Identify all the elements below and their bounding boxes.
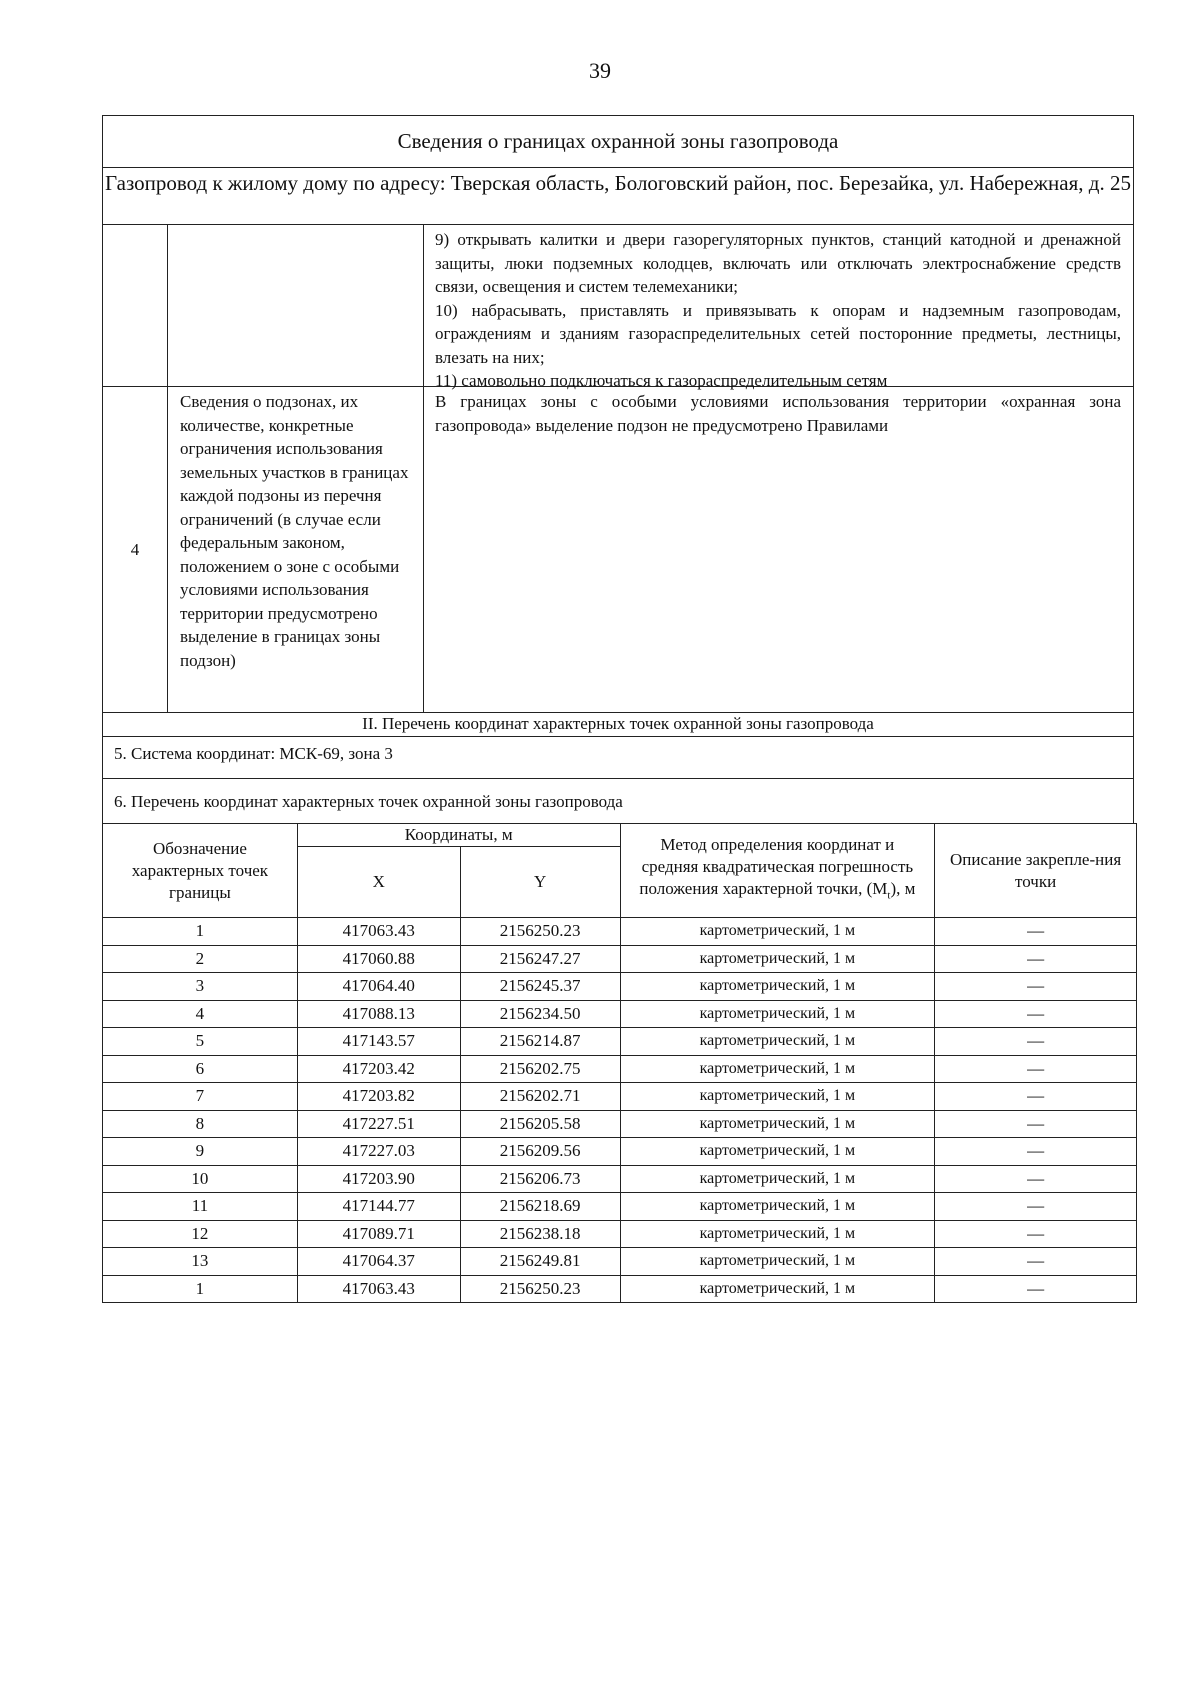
- table-row: [103, 1110, 1137, 1138]
- point-cell: 1: [103, 918, 298, 946]
- method-cell: картометрический, 1 м: [620, 973, 935, 1001]
- description-cell: —: [935, 1083, 1137, 1111]
- description-cell: —: [935, 1165, 1137, 1193]
- y-cell: 2156202.71: [460, 1083, 620, 1111]
- x-cell: 417060.88: [297, 945, 460, 973]
- coordinates-body: [103, 918, 1137, 1303]
- x-cell: 417063.43: [297, 918, 460, 946]
- table-row: [103, 1220, 1137, 1248]
- description-cell: —: [935, 1055, 1137, 1083]
- y-cell: 2156209.56: [460, 1138, 620, 1166]
- x-cell: 417203.42: [297, 1055, 460, 1083]
- description-cell: —: [935, 918, 1137, 946]
- restriction-item: 10) набрасывать, приставлять и привязывать к опорам и надземным газопроводам, ограждениям и зданиям газораспределительных сетей посторонние предметы, лестницы, влезать на них;: [435, 300, 1121, 367]
- point-cell: 12: [103, 1220, 298, 1248]
- x-cell: 417143.57: [297, 1028, 460, 1056]
- header-x: X: [297, 847, 460, 918]
- method-cell: картометрический, 1 м: [620, 945, 935, 973]
- table-row: [103, 1275, 1137, 1303]
- method-cell: картометрический, 1 м: [620, 1138, 935, 1166]
- x-cell: 417064.37: [297, 1248, 460, 1276]
- point-cell: 9: [103, 1138, 298, 1166]
- document-title: Сведения о границах охранной зоны газопровода: [103, 116, 1133, 168]
- header-method-sub: t: [887, 889, 891, 902]
- table-row: [103, 973, 1137, 1001]
- subzones-row-label: Сведения о подзонах, их количестве, конкретные ограничения использования земельных участков в границах каждой подзоны из перечня ограничений (в случае если федеральным законом, положением о зоне с особыми условиями использования территории предусмотрено выделение в границах зоны подзон): [168, 387, 424, 712]
- x-cell: 417063.43: [297, 1275, 460, 1303]
- y-cell: 2156250.23: [460, 918, 620, 946]
- y-cell: 2156234.50: [460, 1000, 620, 1028]
- x-cell: 417227.51: [297, 1110, 460, 1138]
- description-cell: —: [935, 1275, 1137, 1303]
- table-row: [103, 1138, 1137, 1166]
- y-cell: 2156206.73: [460, 1165, 620, 1193]
- description-cell: —: [935, 1220, 1137, 1248]
- header-method-tail: ), м: [890, 879, 916, 899]
- method-cell: картометрический, 1 м: [620, 1248, 935, 1276]
- y-cell: 2156214.87: [460, 1028, 620, 1056]
- point-cell: 5: [103, 1028, 298, 1056]
- table-row: [103, 1000, 1137, 1028]
- table-row: [103, 1028, 1137, 1056]
- y-cell: 2156245.37: [460, 973, 620, 1001]
- object-name: Газопровод к жилому дому по адресу: Тверская область, Бологовский район, пос. Березайка, ул. Набережная, д. 25: [103, 168, 1133, 225]
- method-cell: картометрический, 1 м: [620, 1055, 935, 1083]
- x-cell: 417064.40: [297, 973, 460, 1001]
- x-cell: 417144.77: [297, 1193, 460, 1221]
- header-y: Y: [460, 847, 620, 918]
- y-cell: 2156249.81: [460, 1248, 620, 1276]
- table-row: [103, 1193, 1137, 1221]
- point-cell: 1: [103, 1275, 298, 1303]
- restrictions-list: [424, 225, 1133, 390]
- restrictions-row-label: [168, 225, 424, 386]
- header-method-text: Метод определения координат и средняя квадратическая погрешность положения характерной точки, (M: [639, 835, 914, 899]
- restriction-item: 9) открывать калитки и двери газорегуляторных пунктов, станций катодной и дренажной защиты, люки подземных колодцев, включать или отключать электроснабжение средств связи, освещения и систем телемеханики;: [435, 230, 1121, 296]
- x-cell: 417088.13: [297, 1000, 460, 1028]
- method-cell: картометрический, 1 м: [620, 1220, 935, 1248]
- description-cell: —: [935, 1110, 1137, 1138]
- y-cell: 2156238.18: [460, 1220, 620, 1248]
- method-cell: картометрический, 1 м: [620, 918, 935, 946]
- restrictions-row-number: [103, 225, 168, 386]
- method-cell: картометрический, 1 м: [620, 1275, 935, 1303]
- point-cell: 6: [103, 1055, 298, 1083]
- restriction-item: 11) самовольно подключаться к газораспределительным сетям: [435, 371, 888, 390]
- header-coordinates: Координаты, м: [297, 824, 620, 847]
- x-cell: 417089.71: [297, 1220, 460, 1248]
- point-cell: 4: [103, 1000, 298, 1028]
- point-cell: 11: [103, 1193, 298, 1221]
- description-cell: —: [935, 1000, 1137, 1028]
- subzones-row: [103, 387, 1133, 713]
- point-cell: 2: [103, 945, 298, 973]
- table-row: [103, 945, 1137, 973]
- table-row: [103, 918, 1137, 946]
- x-cell: 417203.82: [297, 1083, 460, 1111]
- subzones-row-number: 4: [103, 387, 168, 712]
- description-cell: —: [935, 973, 1137, 1001]
- y-cell: 2156205.58: [460, 1110, 620, 1138]
- header-point: Обозначение характерных точек границы: [103, 824, 298, 918]
- coordinates-table: [102, 823, 1137, 1303]
- section-title: II. Перечень координат характерных точек охранной зоны газопровода: [103, 713, 1133, 737]
- restrictions-row: [103, 225, 1133, 390]
- table-row: [103, 1248, 1137, 1276]
- description-cell: —: [935, 1248, 1137, 1276]
- method-cell: картометрический, 1 м: [620, 1165, 935, 1193]
- method-cell: картометрический, 1 м: [620, 1193, 935, 1221]
- coordinate-system: 5. Система координат: МСК-69, зона 3: [103, 737, 1133, 779]
- coordinate-list-title: 6. Перечень координат характерных точек охранной зоны газопровода: [114, 792, 623, 811]
- zone-info-table: [102, 115, 1134, 824]
- x-cell: 417227.03: [297, 1138, 460, 1166]
- method-cell: картометрический, 1 м: [620, 1000, 935, 1028]
- description-cell: —: [935, 945, 1137, 973]
- header-method: [620, 824, 935, 918]
- x-cell: 417203.90: [297, 1165, 460, 1193]
- page-number: 39: [589, 58, 611, 83]
- header-description: Описание закрепле-ния точки: [935, 824, 1137, 918]
- method-cell: картометрический, 1 м: [620, 1028, 935, 1056]
- description-cell: —: [935, 1193, 1137, 1221]
- subzones-row-value: В границах зоны с особыми условиями использования территории «охранная зона газопровода» выделение подзон не предусмотрено Правилами: [435, 392, 1121, 435]
- y-cell: 2156202.75: [460, 1055, 620, 1083]
- table-row: [103, 1165, 1137, 1193]
- y-cell: 2156247.27: [460, 945, 620, 973]
- y-cell: 2156218.69: [460, 1193, 620, 1221]
- description-cell: —: [935, 1138, 1137, 1166]
- point-cell: 7: [103, 1083, 298, 1111]
- point-cell: 8: [103, 1110, 298, 1138]
- point-cell: 10: [103, 1165, 298, 1193]
- table-row: [103, 1055, 1137, 1083]
- description-cell: —: [935, 1028, 1137, 1056]
- point-cell: 13: [103, 1248, 298, 1276]
- point-cell: 3: [103, 973, 298, 1001]
- method-cell: картометрический, 1 м: [620, 1110, 935, 1138]
- table-row: [103, 1083, 1137, 1111]
- method-cell: картометрический, 1 м: [620, 1083, 935, 1111]
- y-cell: 2156250.23: [460, 1275, 620, 1303]
